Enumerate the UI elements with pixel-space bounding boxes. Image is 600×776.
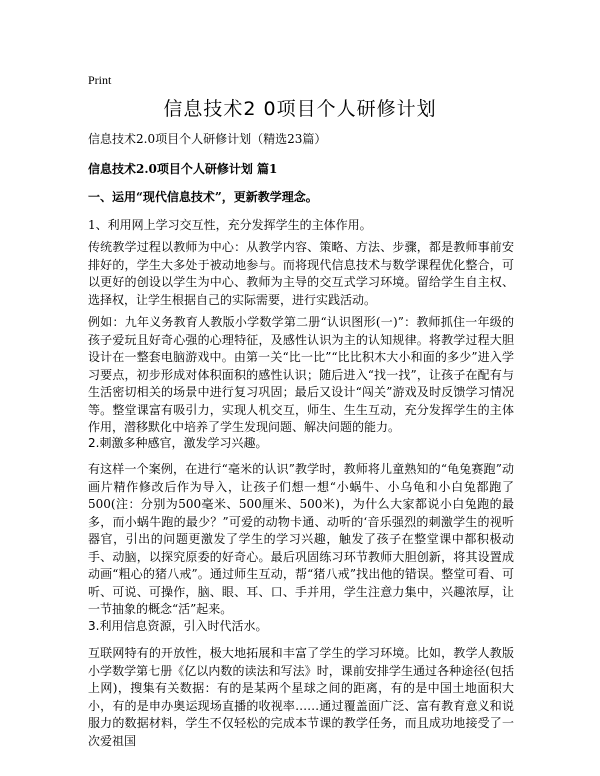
- paragraph-3: 有这样一个案例，在进行“毫米的认识”教学时，教师将儿童熟知的“龟兔赛跑”动画片精作修改后作为导入，让孩子们想一想“小蜗牛、小乌龟和小白兔都跑了500(注：分别为500毫米、500厘米、500米)，为什么大家都说小白兔跑的最多，而小蜗牛跑的最少？”可爱的动物卡通、动听的‘音乐强烈的刺激学生的视听器官，引出的问题更激发了学生的学习兴趣，触发了孩子在整堂课中都积极动手、动脑，以探究原委的好奇心。最后巩固练习环节教师大胆创新，将其设置成动画“粗心的猪八戒”。通过师生互动，帮“猪八戒”找出他的错误。整堂可看、可听、可说、可操作，脑、眼、耳、口、手并用，学生注意力集中，兴趣浓厚，让一节抽象的概念“活”起来。: [88, 462, 514, 616]
- sub-heading-3: 3.利用信息资源，引入时代活水。: [88, 619, 268, 633]
- section-heading: 信息技术2.0项目个人研修计划 篇1: [88, 162, 278, 176]
- paragraph-1: 传统教学过程以教师为中心：从教学内容、策略、方法、步骤，都是教师事前安排好的，学生大多处于被动地参与。而将现代信息技术与数学课程优化整合，可以更好的创设以学生为中心、教师为主导的交互式学习环境。留给学生自主权、选择权，让学生根据自己的实际需要，进行实践活动。: [88, 240, 514, 307]
- document-subtitle: 信息技术2.0项目个人研修计划（精选23篇）: [88, 132, 327, 146]
- paragraph-2: 例如：九年义务教育人教版小学数学第二册“认识图形(一)”：教师抓住一年级的孩子爱玩且好奇心强的心理特征，及感性认识为主的认知规律。将教学过程大胆设计在一整套电脑游戏中。由第一关“比一比”“比比积木大小和面的多少”进入学习要点，初步形成对体积面积的感性认识；随后进入“找一找”，让孩子在配有与生活密切相关的场景中进行复习巩固；最后又设计“闯关”游戏及时反馈学习情况等。整堂课富有吸引力，实现人机交互，师生、生生互动，充分发挥学生的主体作用，潜移默化中培养了学生发现问题、解决问题的能力。: [88, 315, 514, 434]
- point-heading-1: 一、运用“现代信息技术”，更新教学理念。: [88, 190, 318, 204]
- document-title: 信息技术2 0项目个人研修计划: [163, 98, 437, 120]
- sub-heading-1: 1、利用网上学习交互性，充分发挥学生的主体作用。: [88, 218, 372, 232]
- print-link[interactable]: Print: [88, 73, 112, 87]
- sub-heading-2: 2.刺激多种感官，激发学习兴趣。: [88, 436, 268, 450]
- paragraph-4: 互联网特有的开放性，极大地拓展和丰富了学生的学习环境。比如，教学人教版小学数学第七册《亿以内数的读法和写法》时，课前安排学生通过各种途径(包括上网)，搜集有关数据：有的是某两个星球之间的距离，有的是中国土地面积大小，有的是申办奥运现场直播的收视率……通过覆盖面广泛、富有教育意义和说服力的数据材料，学生不仅轻松的完成本节课的教学任务，而且成功地接受了一次爱祖国: [88, 646, 514, 748]
